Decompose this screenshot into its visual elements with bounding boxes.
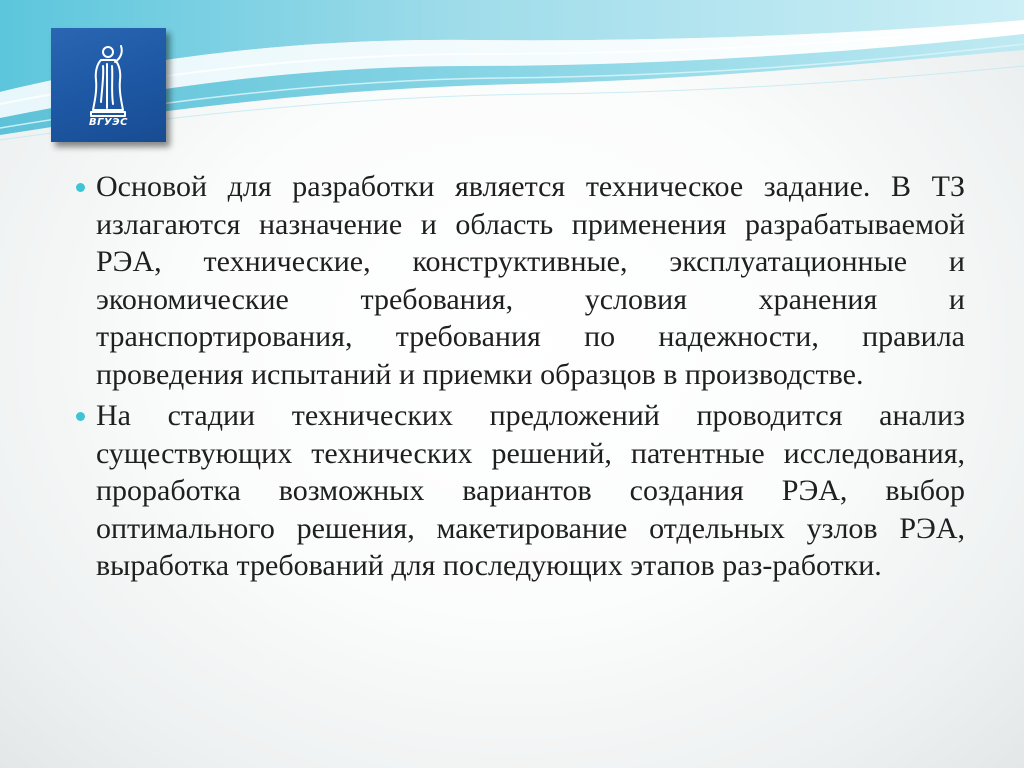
- university-logo: [51, 28, 166, 142]
- bullet-item: [70, 168, 965, 393]
- bullet-text: На стадии технических предложений проводится анализ существующих технических решений, патентные исследования, проработка возможных вариантов создания РЭА, выбор оптимального решения, макетирование отдельных узлов РЭА, выработка требований для последующих этапов раз-работки.: [96, 399, 965, 582]
- logo-text: ВГУЭС: [89, 117, 128, 128]
- bullet-dot-icon: [76, 183, 85, 192]
- bullet-text: Основой для разработки является техническое задание. В ТЗ излагаются назначение и область применения разрабатываемой РЭА, технические, конструктивные, эксплуатационные и экономические требования, условия хранения и транспортирования, требования по надежности, правила проведения испытаний и приемки образцов в производстве.: [96, 170, 965, 391]
- bullet-item: [70, 397, 965, 585]
- bullet-dot-icon: [76, 412, 85, 421]
- slide-content: [70, 168, 965, 589]
